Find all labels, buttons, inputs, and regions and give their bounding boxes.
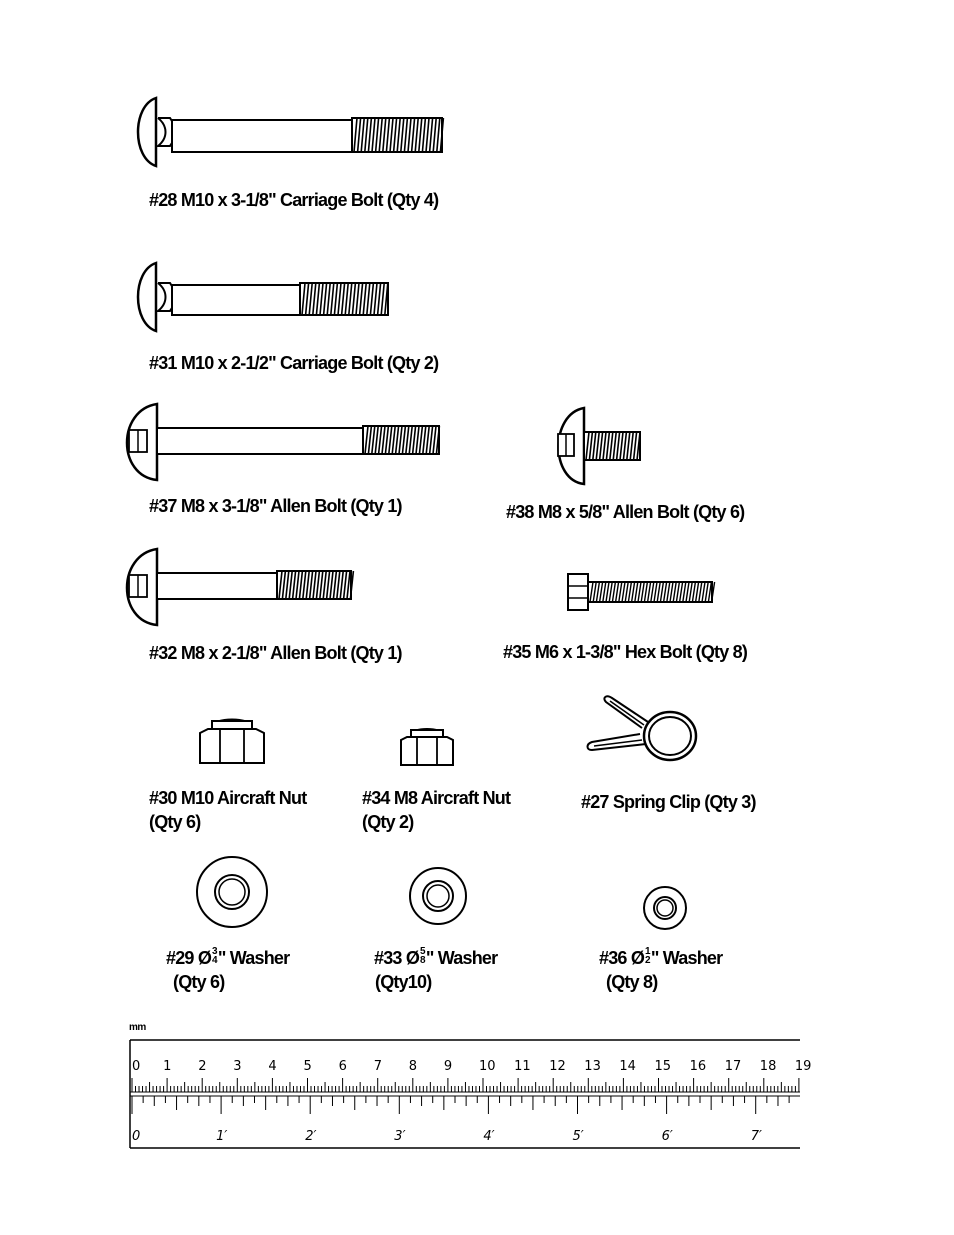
ruler-inch-label: 6′ <box>661 1129 673 1144</box>
ruler-cm-label: 9 <box>443 1059 453 1074</box>
ruler-cm-label: 2 <box>198 1059 207 1074</box>
part-29-fraction: 3 4 <box>212 946 217 967</box>
allen-bolt-37-drawing <box>125 402 445 482</box>
washer-33-drawing <box>408 866 468 926</box>
ruler-cm-label: 6 <box>338 1059 347 1074</box>
part-33-prefix: #33 Ø <box>374 948 420 968</box>
ruler-cm-label: 7 <box>373 1059 382 1074</box>
part-36-suffix: " Washer <box>650 948 723 968</box>
ruler <box>128 1036 812 1152</box>
part-36-fraction: 1 2 <box>645 946 650 967</box>
ruler-cm-label: 13 <box>584 1059 601 1074</box>
ruler-cm-label: 4 <box>268 1059 277 1074</box>
ruler-inch-label: 7′ <box>750 1129 762 1144</box>
washer-29-drawing <box>195 855 269 929</box>
hex-bolt-35-drawing <box>566 572 716 612</box>
ruler-cm-label: 0 <box>132 1059 141 1074</box>
part-30-label-line1: #30 M10 Aircraft Nut <box>149 788 307 808</box>
part-31-label: #31 M10 x 2-1/2" Carriage Bolt (Qty 2) <box>149 353 439 373</box>
part-36-label-line2: (Qty 8) <box>606 972 658 992</box>
part-34-label-line2: (Qty 2) <box>362 812 414 832</box>
ruler-cm-label: 16 <box>689 1059 707 1074</box>
ruler-cm-label: 15 <box>654 1059 672 1074</box>
ruler-unit-label: mm <box>129 1022 146 1033</box>
ruler-inch-label: 1′ <box>216 1129 228 1144</box>
ruler-cm-label: 19 <box>794 1059 812 1074</box>
carriage-bolt-31-drawing <box>138 261 398 333</box>
part-36-label-line1 <box>599 946 722 970</box>
part-29-prefix: #29 Ø <box>166 948 212 968</box>
part-27-label: #27 Spring Clip (Qty 3) <box>581 792 756 812</box>
ruler-cm-label: 17 <box>724 1059 742 1074</box>
part-33-fraction: 5 8 <box>420 946 425 967</box>
ruler-inch-label: 5′ <box>572 1129 584 1144</box>
ruler-inch-label: 2′ <box>305 1129 317 1144</box>
ruler-inch-label: 3′ <box>394 1129 406 1144</box>
ruler-inch-label: 4′ <box>483 1129 495 1144</box>
ruler-cm-label: 11 <box>514 1059 531 1074</box>
part-37-label: #37 M8 x 3-1/8" Allen Bolt (Qty 1) <box>149 496 402 516</box>
part-29-suffix: " Washer <box>217 948 290 968</box>
part-36-prefix: #36 Ø <box>599 948 645 968</box>
allen-bolt-32-drawing <box>125 547 365 627</box>
part-29-label-line1 <box>166 946 289 970</box>
aircraft-nut-30-drawing <box>198 715 268 767</box>
part-38-label: #38 M8 x 5/8" Allen Bolt (Qty 6) <box>506 502 745 522</box>
spring-clip-27-drawing <box>584 692 704 768</box>
ruler-cm-label: 12 <box>549 1059 566 1074</box>
ruler-cm-label: 14 <box>619 1059 636 1074</box>
part-35-label: #35 M6 x 1-3/8" Hex Bolt (Qty 8) <box>503 642 748 662</box>
part-33-label-line1 <box>374 946 497 970</box>
ruler-inch-label: 0 <box>132 1129 141 1144</box>
ruler-cm-label: 1 <box>163 1059 172 1074</box>
ruler-cm-label: 5 <box>303 1059 312 1074</box>
part-32-label: #32 M8 x 2-1/8" Allen Bolt (Qty 1) <box>149 643 402 663</box>
washer-36-drawing <box>642 885 688 931</box>
part-34-label-line1: #34 M8 Aircraft Nut <box>362 788 511 808</box>
part-33-suffix: " Washer <box>425 948 498 968</box>
ruler-cm-label: 10 <box>479 1059 496 1074</box>
ruler-cm-label: 18 <box>759 1059 777 1074</box>
part-30-label-line2: (Qty 6) <box>149 812 201 832</box>
part-33-label-line2: (Qty10) <box>375 972 432 992</box>
ruler-cm-label: 3 <box>233 1059 242 1074</box>
ruler-cm-label: 8 <box>408 1059 418 1074</box>
allen-bolt-38-drawing <box>554 406 654 486</box>
aircraft-nut-34-drawing <box>399 725 457 767</box>
carriage-bolt-28-drawing <box>138 96 448 168</box>
part-29-label-line2: (Qty 6) <box>173 972 225 992</box>
part-28-label: #28 M10 x 3-1/8" Carriage Bolt (Qty 4) <box>149 190 439 210</box>
